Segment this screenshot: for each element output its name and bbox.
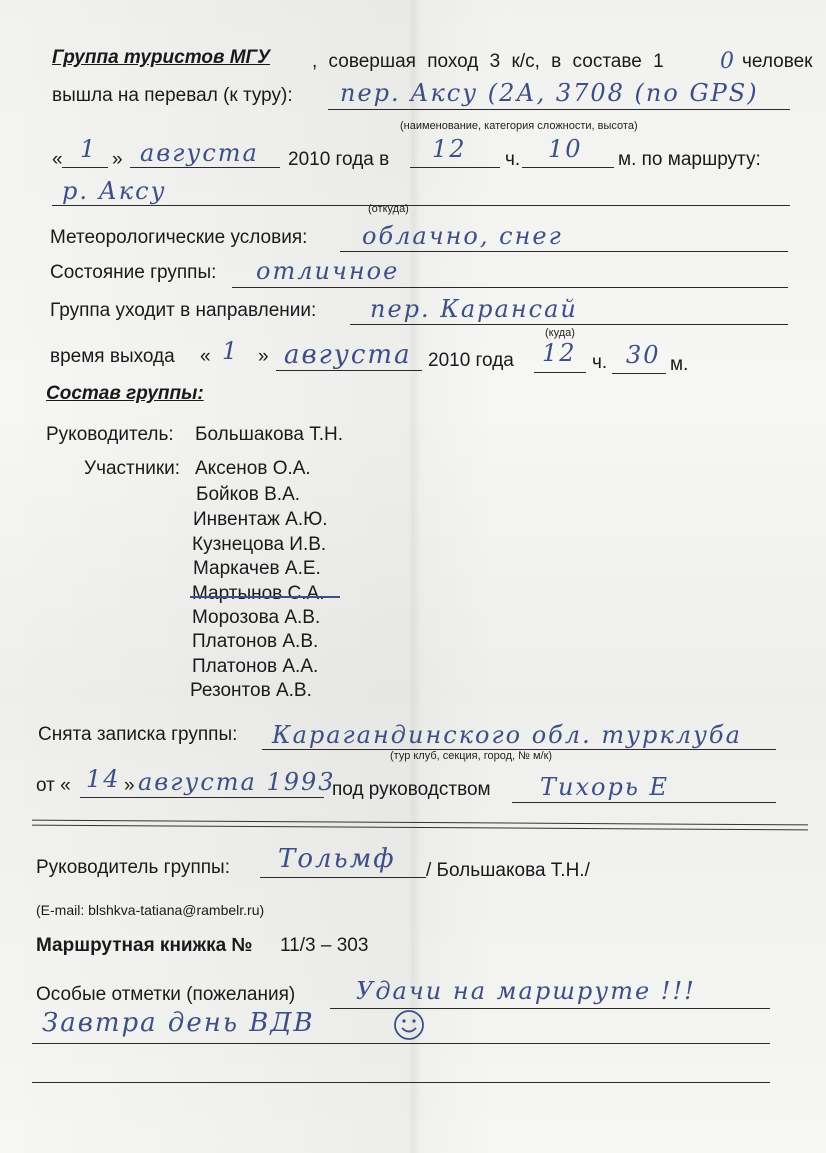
departure-hour: 12 [542,339,577,367]
departure-year-text: 2010 года [428,350,514,371]
state-underline [232,287,788,288]
member-name: Резонтов А.В. [190,680,312,701]
note-value: Карагандинского обл. турклуба [272,721,742,749]
direction-label: Группа уходит в направлении: [50,300,317,321]
pass-value: пер. Аксу (2А, 3708 (по GPS) [340,79,759,107]
weather-value: облачно, снег [362,222,563,250]
member-name: Платонов А.В. [192,631,319,652]
member-name: Бойков В.А. [196,484,301,505]
remarks-line2-underline [32,1043,770,1044]
smiley-icon [392,1008,426,1042]
departure-month-line [276,370,422,371]
arrival-day: 1 [80,135,98,163]
strikethrough-mark [190,596,340,598]
from-caption: (откуда) [368,203,409,215]
departure-minute-line [612,373,666,374]
led-by-value: Тихорь Е [540,773,670,801]
departure-month: августа [284,340,412,370]
remarks-label: Особые отметки (пожелания) [36,984,296,1005]
note-from-label: от « [36,775,71,796]
book-number: 11/3 – 303 [280,935,369,956]
email-text: (E-mail: blshkva-tatiana@rambelr.ru) [36,902,265,918]
direction-caption: (куда) [545,327,575,339]
note-date-underline [80,797,324,798]
departure-minute-unit: м. [670,354,689,375]
group-label: Группа туристов МГУ [52,47,271,68]
departure-minute: 30 [626,341,661,369]
direction-underline [350,324,788,325]
arrival-month-line [130,167,280,168]
separator [32,820,808,831]
arrival-hour: 12 [432,135,467,163]
member-name: Мартынов С.А. [192,583,325,604]
member-name: Морозова А.В. [192,607,321,628]
pass-label: вышла на перевал (к туру): [52,85,293,106]
from-value: р. Аксу [62,177,167,205]
book-label: Маршрутная книжка № [36,935,253,956]
state-label: Состояние группы: [50,262,217,283]
state-value: отличное [256,257,400,285]
remarks-line2: Завтра день ВДВ [42,1008,315,1038]
direction-value: пер. Карансай [370,295,578,323]
departure-day: 1 [222,337,240,365]
members-label: Участники: [84,458,181,479]
arrival-minute-unit: м. по маршруту: [618,149,761,170]
member-name: Инвентаж А.Ю. [193,509,328,530]
note-label: Снята записка группы: [38,724,238,745]
departure-label: время выхода [50,346,175,367]
from-underline [52,205,790,206]
arrival-day-line [62,167,108,168]
arrival-quote-close: » [112,149,123,170]
weather-label: Метеорологические условия: [50,227,308,248]
people-word: человек [742,51,813,72]
note-day: 14 [86,765,121,793]
remarks-value: Удачи на маршруте !!! [356,977,696,1005]
pass-underline [328,109,790,110]
footer-leader-name: / Большакова Т.Н./ [426,860,590,881]
departure-hour-unit: ч. [592,352,608,373]
remarks-line3-underline [32,1082,770,1083]
arrival-hour-unit: ч. [505,149,521,170]
member-name: Платонов А.А. [192,656,319,677]
arrival-month: августа [140,139,259,167]
leader-signature: Тольмф [278,844,396,874]
group-text: , совершая поход 3 к/с, в составе 1 [312,51,664,72]
note-caption: (тур клуб, секция, город, № м/к) [390,750,553,762]
arrival-year-text: 2010 года в [288,149,390,170]
weather-underline [340,251,788,252]
arrival-quote-open: « [52,149,63,170]
group-title: Состав группы: [46,383,204,404]
leader-label: Руководитель: [46,424,174,445]
note-date-rest: августа 1993 [138,768,336,796]
led-by-underline [512,802,776,803]
arrival-minute-line [522,167,614,168]
footer-leader-label: Руководитель группы: [36,857,230,878]
departure-quote-close: » [258,346,269,367]
arrival-minute: 10 [548,135,583,163]
member-name: Маркачев А.Е. [193,558,321,579]
signature-underline [260,877,426,878]
led-by-label: под руководством [332,779,491,800]
departure-hour-line [534,372,586,373]
member-name: Аксенов О.А. [195,458,311,479]
departure-quote-open: « [200,346,211,367]
note-quote-close: » [124,775,135,796]
member-name: Кузнецова И.В. [192,534,327,555]
arrival-hour-line [410,167,500,168]
group-count-handwritten: 0 [720,49,736,74]
pass-caption: (наименование, категория сложности, высота) [400,120,638,132]
leader-name: Большакова Т.Н. [195,424,344,445]
